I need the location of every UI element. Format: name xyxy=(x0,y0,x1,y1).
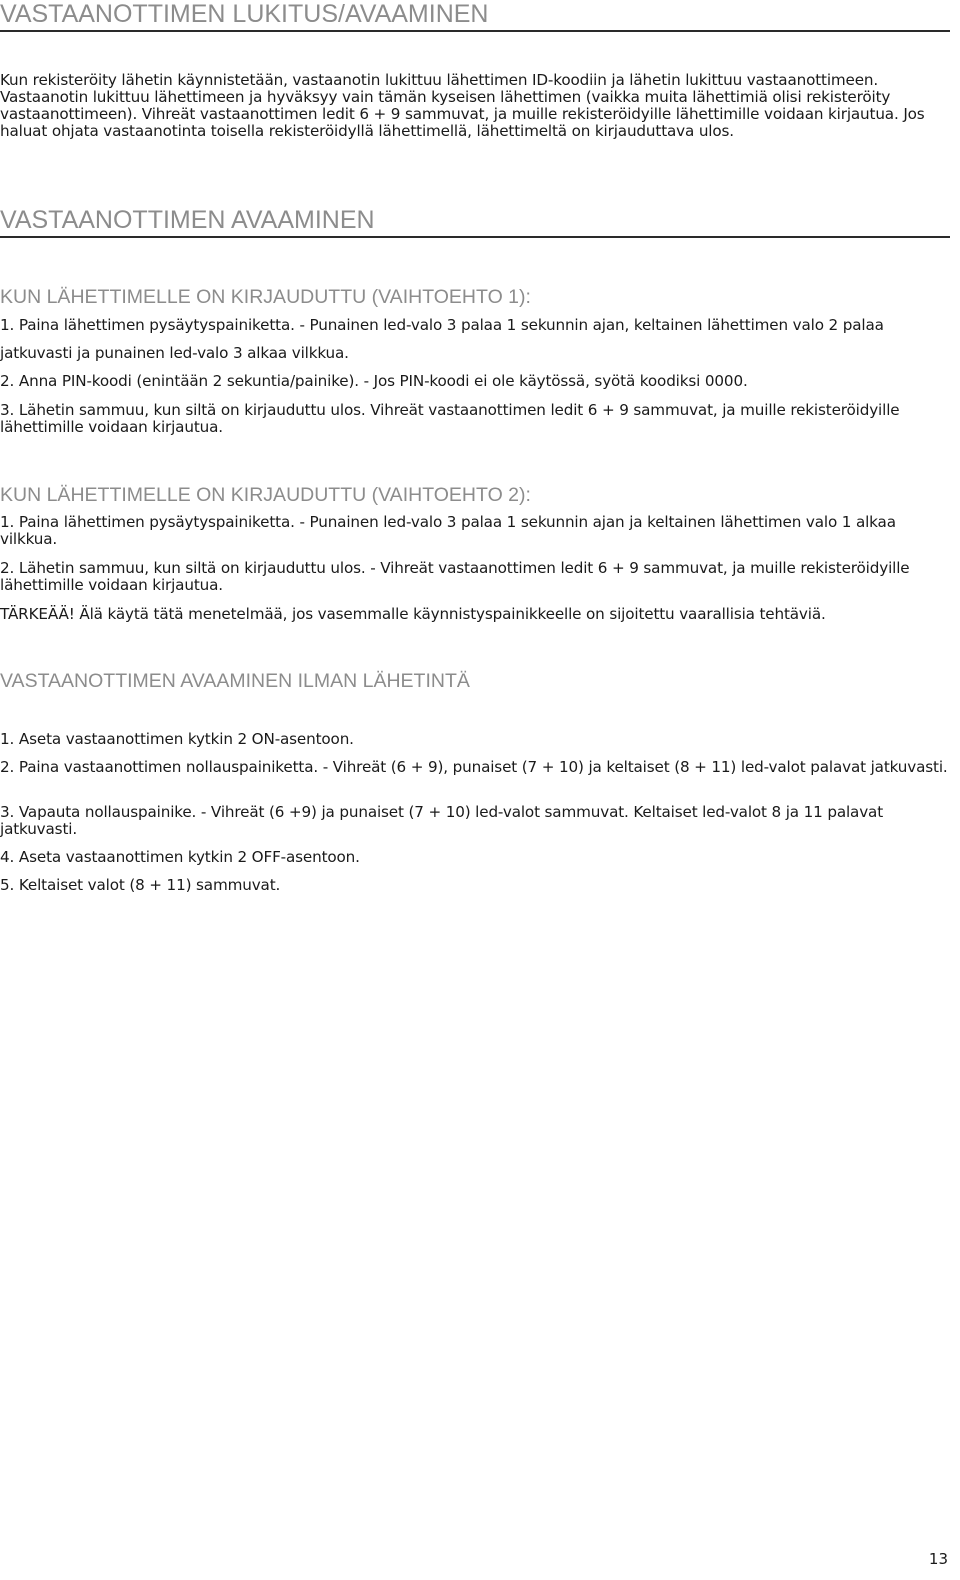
option1-step-2: 2. Anna PIN-koodi (enintään 2 sekuntia/painike). - Jos PIN-koodi ei ole käytössä, syötä koodiksi 0000. xyxy=(0,372,748,390)
no-transmitter-step-2: 2. Paina vastaanottimen nollauspainiketta. - Vihreät (6 + 9), punaiset (7 + 10) ja keltaiset (8 + 11) led-valot palavat jatkuvasti. xyxy=(0,758,948,776)
section-title-lock: VASTAANOTTIMEN LUKITUS/AVAAMINEN xyxy=(0,0,489,28)
section-rule-unlock xyxy=(0,236,950,238)
option2-step-2: 2. Lähetin sammuu, kun siltä on kirjauduttu ulos. - Vihreät vastaanottimen ledit 6 + 9 sammuvat, ja muille rekisteröidyille lähettimille voidaan kirjautua. xyxy=(0,559,910,594)
option2-important-note: TÄRKEÄÄ! Älä käytä tätä menetelmää, jos vasemmalle käynnistyspainikkeelle on sijoitettu vaarallisia tehtäviä. xyxy=(0,605,826,623)
section-title-unlock: VASTAANOTTIMEN AVAAMINEN xyxy=(0,206,375,234)
page-number: 13 xyxy=(928,1550,948,1568)
no-transmitter-step-5: 5. Keltaiset valot (8 + 11) sammuvat. xyxy=(0,876,281,894)
option2-step-1: 1. Paina lähettimen pysäytyspainiketta. - Punainen led-valo 3 palaa 1 sekunnin ajan ja keltainen lähettimen valo 1 alkaa vilkkua. xyxy=(0,513,896,548)
lock-paragraph: Kun rekisteröity lähetin käynnistetään, vastaanotin lukittuu lähettimen ID-koodiin ja lähetin lukittuu vastaanottimeen. Vastaanotin lukittuu lähettimeen ja hyväksyy vain tämän kyseisen lähettimen (vaikka muita lähettimiä olisi rekisteröity vastaanottimeen). Vihreät vastaanottimen ledit 6 + 9 sammuvat, ja muille rekisteröidyille lähettimille voidaan kirjautua. Jos haluat ohjata vastaanotinta toisella rekisteröidyllä lähettimellä, lähettimeltä on kirjauduttava ulos. xyxy=(0,71,925,140)
option1-step-3: 3. Lähetin sammuu, kun siltä on kirjauduttu ulos. Vihreät vastaanottimen ledit 6 + 9 sammuvat, ja muille rekisteröidyille lähettimille voidaan kirjautua. xyxy=(0,401,900,436)
section-rule-lock xyxy=(0,30,950,32)
no-transmitter-step-3: 3. Vapauta nollauspainike. - Vihreät (6 +9) ja punaiset (7 + 10) led-valot sammuvat. Keltaiset led-valot 8 ja 11 palavat jatkuvasti. xyxy=(0,803,884,838)
subsection-title-no-transmitter: VASTAANOTTIMEN AVAAMINEN ILMAN LÄHETINTÄ xyxy=(0,670,470,692)
subsection-title-option2: KUN LÄHETTIMELLE ON KIRJAUDUTTU (VAIHTOEHTO 2): xyxy=(0,484,531,506)
option1-step-1: 1. Paina lähettimen pysäytyspainiketta. - Punainen led-valo 3 palaa 1 sekunnin ajan, keltainen lähettimen valo 2 palaa jatkuvasti ja punainen led-valo 3 alkaa vilkkua. xyxy=(0,316,884,362)
no-transmitter-step-1: 1. Aseta vastaanottimen kytkin 2 ON-asentoon. xyxy=(0,730,354,748)
no-transmitter-step-4: 4. Aseta vastaanottimen kytkin 2 OFF-asentoon. xyxy=(0,848,360,866)
subsection-title-option1: KUN LÄHETTIMELLE ON KIRJAUDUTTU (VAIHTOEHTO 1): xyxy=(0,286,531,308)
